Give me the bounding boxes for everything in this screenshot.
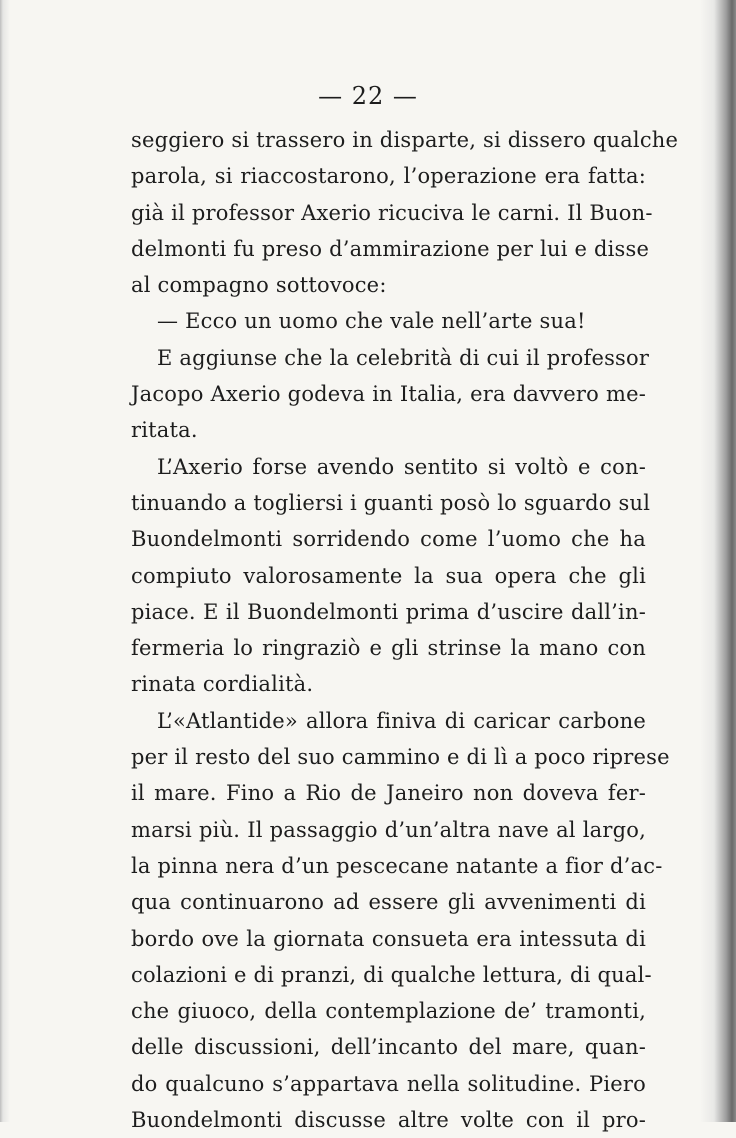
text-line: E aggiunse che la celebrità di cui il professor <box>157 345 650 370</box>
page-left-edge <box>0 0 10 1122</box>
text-body <box>131 122 679 1138</box>
text-line: ritata. <box>131 418 198 443</box>
text-line: parola, si riaccostarono, l’operazione era fatta: <box>131 164 646 189</box>
text-line: al compagno sottovoce: <box>131 273 387 298</box>
text-line: piace. E il Buondelmonti prima d’uscire dall’in- <box>131 599 646 624</box>
text-line: — Ecco un uomo che vale nell’arte sua! <box>157 309 586 334</box>
text-line: compiuto valorosamente la sua opera che gli <box>131 563 646 588</box>
text-line: il mare. Fino a Rio de Janeiro non doveva fer- <box>131 781 646 806</box>
text-line: seggiero si trassero in disparte, si dissero qualche <box>131 128 679 152</box>
text-line: Jacopo Axerio godeva in Italia, era davvero me- <box>131 382 646 407</box>
text-line: per il resto del suo cammino e di lì a poco riprese <box>131 745 670 770</box>
text-line: tinuando a togliersi i guanti posò lo sguardo sul <box>131 490 651 515</box>
text-line: Buondelmonti discusse altre volte con il pro- <box>131 1108 646 1133</box>
text-line: già il professor Axerio ricuciva le carni. Il Buon- <box>131 200 653 225</box>
text-line: bordo ove la giornata consueta era intessuta di <box>131 926 646 951</box>
text-line: delle discussioni, dell’incanto del mare, quan- <box>131 1035 646 1060</box>
text-line: fermeria lo ringraziò e gli strinse la mano con <box>131 636 646 661</box>
text-line: colazioni e di pranzi, di qualche lettura, di qual- <box>131 962 652 987</box>
text-line: L’«Atlantide» allora finiva di caricar carbone <box>157 708 646 733</box>
page-number: — 22 — <box>318 82 418 110</box>
text-line: marsi più. Il passaggio d’un’altra nave al largo, <box>131 817 646 842</box>
text-line: Buondelmonti sorridendo come l’uomo che ha <box>131 527 646 552</box>
text-line: do qualcuno s’appartava nella solitudine. Piero <box>131 1071 646 1096</box>
text-line: qua continuarono ad essere gli avvenimenti di <box>131 890 646 915</box>
page-right-edge <box>700 0 736 1122</box>
text-line: la pinna nera d’un pescecane natante a fior d’ac- <box>131 853 663 878</box>
text-line: L’Axerio forse avendo sentito si voltò e con- <box>157 454 646 479</box>
text-line: rinata cordialità. <box>131 672 314 697</box>
text-line: che giuoco, della contemplazione de’ tramonti, <box>131 999 646 1024</box>
text-line: delmonti fu preso d’ammirazione per lui e disse <box>131 236 650 261</box>
